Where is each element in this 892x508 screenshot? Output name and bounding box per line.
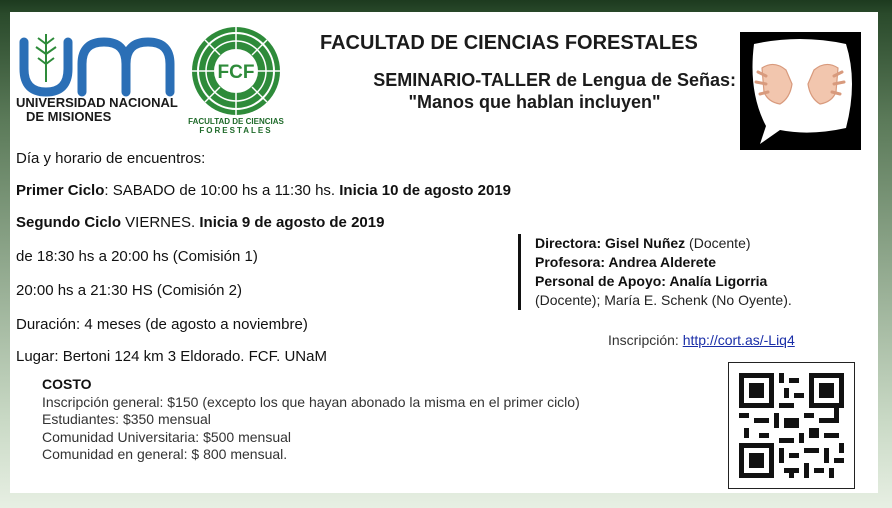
svg-text:FCF: FCF: [217, 62, 255, 83]
duration: Duración: 4 meses (de agosto a noviembre): [16, 316, 308, 333]
seminar-title-line2: "Manos que hablan incluyen": [408, 92, 661, 112]
cost-heading: COSTO: [42, 376, 92, 392]
cost-line-university: Comunidad Universitaria: $500 mensual: [42, 428, 292, 445]
sign-language-image: [740, 32, 861, 150]
commission-1: de 18:30 hs a 20:00 hs (Comisión 1): [16, 248, 258, 265]
qr-code-icon: [729, 363, 854, 488]
first-cycle-start: Inicia 10 de agosto 2019: [339, 182, 511, 199]
seminar-title-line1: SEMINARIO-TALLER de Lengua de Señas:: [373, 70, 736, 90]
second-cycle: [16, 214, 384, 231]
teacher-label: Profesora: Andrea Alderete: [535, 254, 717, 270]
teacher-line: [535, 253, 865, 272]
first-cycle: [16, 182, 511, 199]
faculty-title: FACULTAD DE CIENCIAS FORESTALES: [320, 32, 698, 54]
fcf-caption-line1: FACULTAD DE CIENCIAS: [188, 117, 284, 126]
staff-block: [518, 234, 865, 310]
registration: [608, 332, 795, 348]
commission-2: 20:00 hs a 21:30 HS (Comisión 2): [16, 282, 242, 299]
seminar-title: [293, 69, 736, 113]
support-line: [535, 272, 865, 291]
cost-block: [42, 376, 580, 464]
unam-name: [16, 96, 194, 124]
support-label: Personal de Apoyo: Analía Ligorria: [535, 273, 768, 289]
second-cycle-text: VIERNES.: [121, 214, 196, 231]
director-label: Directora: Gisel Nuñez: [535, 235, 686, 251]
first-cycle-text: : SABADO de 10:00 hs a 11:30 hs.: [104, 182, 336, 199]
speech-bubble-hands-icon: [740, 32, 861, 150]
support-rest: (Docente); María E. Schenk (No Oyente).: [535, 292, 792, 308]
place: Lugar: Bertoni 124 km 3 Eldorado. FCF. UNaM: [16, 348, 327, 365]
cost-line-community: Comunidad en general: $ 800 mensual.: [42, 446, 288, 462]
cost-line-general: Inscripción general: $150 (excepto los que hayan abonado la misma en el primer ciclo): [42, 393, 580, 410]
first-cycle-label: Primer Ciclo: [16, 182, 105, 199]
fcf-caption-line2: FORESTALES: [199, 126, 273, 135]
cost-line-students: Estudiantes: $350 mensual: [42, 411, 211, 427]
director-role: (Docente): [685, 235, 751, 251]
qr-code[interactable]: [728, 362, 855, 489]
second-cycle-start: Inicia 9 de agosto de 2019: [199, 214, 385, 231]
unam-name-line2: DE MISIONES: [26, 109, 112, 124]
second-cycle-label: Segundo Ciclo: [16, 214, 121, 231]
fcf-caption: [186, 117, 286, 135]
flyer-card: [10, 12, 878, 493]
schedule-intro: Día y horario de encuentros:: [16, 150, 206, 167]
unam-name-line1: UNIVERSIDAD NACIONAL: [16, 95, 178, 110]
registration-label: Inscripción:: [608, 332, 683, 348]
director-line: [535, 234, 865, 253]
fcf-logo: [190, 18, 282, 128]
registration-link[interactable]: http://cort.as/-Liq4: [682, 332, 795, 348]
